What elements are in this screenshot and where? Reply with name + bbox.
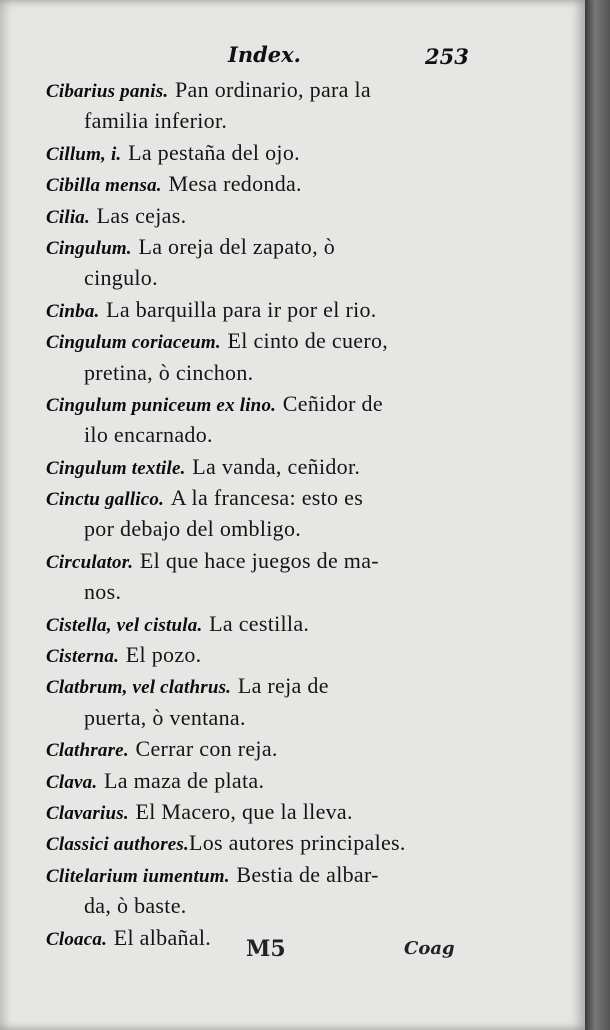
- entry-headword: Cinctu gallico.: [46, 489, 165, 511]
- entry-definition-cont: puerta, ò ventana.: [84, 704, 246, 730]
- entry-definition: La reja de: [237, 673, 329, 699]
- entry-headword: Cingulum puniceum ex lino.: [46, 394, 277, 416]
- page-footer: [0, 930, 585, 970]
- index-entry: [46, 168, 486, 199]
- signature-mark: M5: [246, 936, 286, 962]
- entry-definition-cont: por debajo del ombligo.: [84, 516, 302, 542]
- index-entry: [46, 200, 486, 231]
- entry-definition-cont: familia inferior.: [84, 108, 228, 134]
- entry-definition: Los autores principales.: [188, 830, 406, 856]
- index-entry: [46, 733, 486, 764]
- entry-definition: La vanda, ceñidor.: [192, 453, 361, 479]
- index-entry: [46, 765, 486, 796]
- index-entries: [46, 74, 486, 953]
- entry-definition: La oreja del zapato, ò: [138, 233, 336, 259]
- index-entry: [46, 388, 486, 451]
- page-edge-shadow: [585, 0, 610, 1030]
- index-entry: [46, 482, 486, 545]
- entry-headword: Cilia.: [46, 206, 90, 228]
- entry-definition: Bestia de albar-: [236, 861, 379, 887]
- entry-headword: Cibilla mensa.: [46, 175, 162, 197]
- index-entry: [46, 451, 486, 482]
- index-entry: [46, 325, 486, 388]
- entry-headword: Cingulum textile.: [46, 457, 186, 479]
- index-entry: [46, 639, 486, 670]
- entry-headword: Cloaca.: [46, 928, 108, 950]
- entry-headword: Clitelarium iumentum.: [46, 865, 230, 887]
- index-entry: [46, 608, 486, 639]
- entry-definition: La barquilla para ir por el rio.: [106, 296, 377, 322]
- entry-definition: Cerrar con reja.: [135, 736, 278, 762]
- entry-headword: Clatbrum, vel clathrus.: [46, 677, 232, 699]
- catchword: Coag: [404, 938, 455, 959]
- entry-headword: Clava.: [46, 771, 98, 793]
- index-entry: [46, 545, 486, 608]
- entry-definition: El cinto de cuero,: [227, 328, 389, 354]
- entry-headword: Cinba.: [46, 300, 100, 322]
- index-entry: [46, 74, 486, 137]
- entry-definition: El que hace juegos de ma-: [139, 547, 379, 573]
- entry-headword: Circulator.: [46, 551, 134, 573]
- index-entry: [46, 827, 486, 858]
- entry-definition-cont: nos.: [84, 579, 122, 605]
- index-entry: [46, 294, 486, 325]
- entry-headword: Cingulum coriaceum.: [46, 332, 221, 354]
- page-number: 253: [425, 44, 469, 69]
- entry-definition: La pestaña del ojo.: [128, 139, 300, 165]
- entry-definition: La maza de plata.: [104, 767, 265, 793]
- running-title: Index.: [228, 42, 301, 67]
- entry-definition: El Macero, que la lleva.: [135, 798, 353, 824]
- index-entry: [46, 859, 486, 922]
- entry-headword: Cillum, i.: [46, 143, 122, 165]
- index-entry: [46, 670, 486, 733]
- entry-definition: A la francesa: esto es: [170, 485, 364, 511]
- entry-definition-cont: ilo encarnado.: [84, 422, 213, 448]
- entry-headword: Clavarius.: [46, 802, 129, 824]
- entry-definition-cont: pretina, ò cinchon.: [84, 359, 254, 385]
- entry-definition-cont: cingulo.: [84, 265, 158, 291]
- index-entry: [46, 231, 486, 294]
- entry-headword: Cistella, vel cistula.: [46, 614, 203, 636]
- entry-definition: Las cejas.: [96, 202, 187, 228]
- entry-headword: Cibarius panis.: [46, 81, 169, 102]
- entry-headword: Cingulum.: [46, 237, 132, 259]
- index-entry: [46, 796, 486, 827]
- entry-definition: Ceñidor de: [282, 390, 383, 416]
- entry-headword: Classici authores.: [46, 834, 189, 856]
- entry-headword: Cisterna.: [46, 646, 120, 668]
- entry-definition: Mesa redonda.: [168, 171, 302, 197]
- entry-definition-cont: da, ò baste.: [84, 893, 187, 919]
- page-header: [0, 38, 585, 78]
- entry-definition: El pozo.: [125, 642, 202, 668]
- entry-definition: El albañal.: [113, 924, 212, 950]
- entry-definition: Pan ordinario, para la: [175, 77, 371, 102]
- entry-headword: Clathrare.: [46, 740, 129, 762]
- entry-definition: La cestilla.: [209, 610, 310, 636]
- index-entry: [46, 137, 486, 168]
